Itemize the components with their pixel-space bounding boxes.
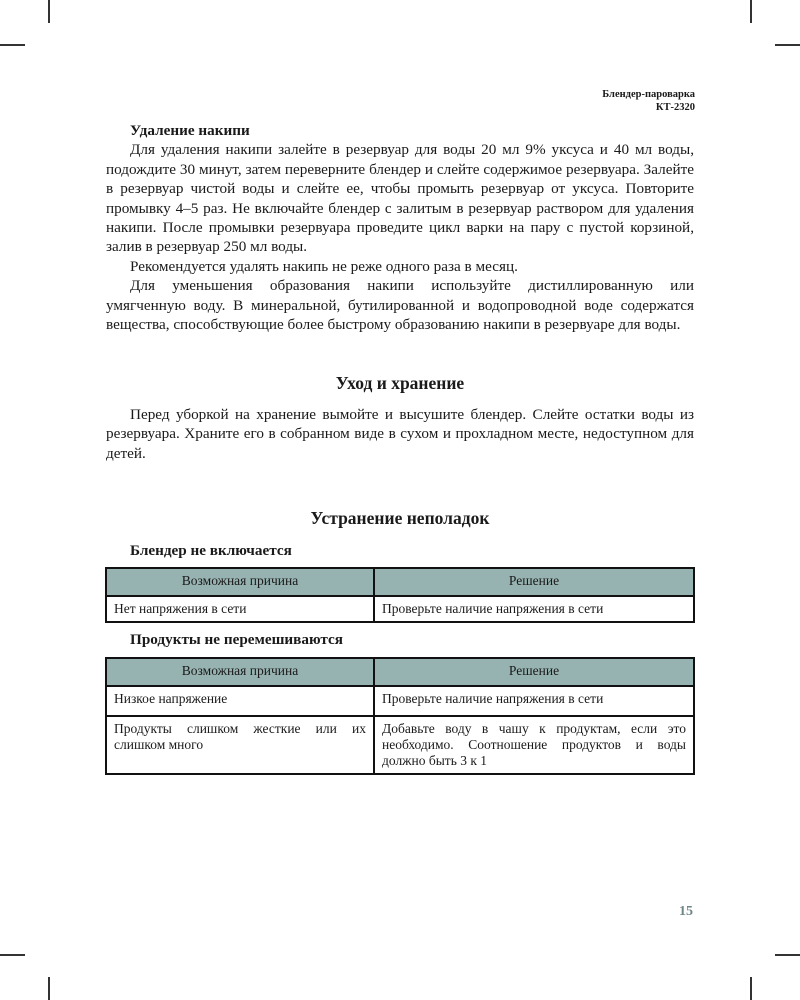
table-header-row bbox=[106, 568, 694, 596]
crop-mark-bottom-left-horizontal bbox=[0, 954, 25, 956]
crop-mark-top-right-horizontal bbox=[775, 44, 800, 46]
crop-mark-bottom-left-vertical bbox=[48, 977, 50, 1000]
table-row bbox=[106, 716, 694, 774]
troubleshooting-title: Устранение неполадок bbox=[310, 508, 490, 528]
table-header-row bbox=[106, 658, 694, 686]
descaling-title: Удаление накипи bbox=[130, 122, 250, 139]
care-paragraph: Перед уборкой на хранение вымойте и высушите блендер. Слейте остатки воды из резервуара. Храните его в собранном виде в сухом и прохладном месте, недоступном для детей. bbox=[106, 406, 694, 462]
solution-cell: Проверьте наличие напряжения в сети bbox=[374, 686, 694, 716]
descaling-paragraph-3: Для уменьшения образования накипи используйте дистиллированную или умягченную воду. В минеральной, бутилированной и водопроводной воде содержатся вещества, способствующие более быстрому образованию накипи в резервуаре для воды. bbox=[106, 277, 694, 334]
crop-mark-top-left-horizontal bbox=[0, 44, 25, 46]
descaling-paragraph-1: Для удаления накипи залейте в резервуар для воды 20 мл 9% уксуса и 40 мл воды, подождите 30 минут, затем переверните блендер и слейте содержимое резервуара. Залейте в резервуар чистой воды и слейте ее, чтобы промыть резервуар от уксуса. Повторите промывку 4–5 раз. Не включайте блендер с залитым в резервуар раствором для удаления накипи. После промывки резервуара проведите цикл варки на пару с пустой корзиной, залив в резервуар 250 мл воды. bbox=[106, 141, 694, 256]
descaling-paragraph-2: Рекомендуется удалять накипь не реже одного раза в месяц. bbox=[130, 257, 518, 275]
column-header-solution: Решение bbox=[374, 568, 694, 596]
solution-cell: Добавьте воду в чашу к продуктам, если это необходимо. Соотношение продуктов и воды должно быть 3 к 1 bbox=[374, 716, 694, 774]
column-header-solution: Решение bbox=[374, 658, 694, 686]
model-number: КТ-2320 bbox=[655, 102, 695, 113]
cause-cell: Нет напряжения в сети bbox=[106, 596, 374, 622]
troubleshooting-table-1 bbox=[105, 567, 695, 623]
column-header-cause: Возможная причина bbox=[106, 568, 374, 596]
descaling-section bbox=[106, 121, 694, 334]
table-1-subtitle: Блендер не включается bbox=[130, 542, 292, 559]
column-header-cause: Возможная причина bbox=[106, 658, 374, 686]
crop-mark-bottom-right-horizontal bbox=[775, 954, 800, 956]
product-name: Блендер-пароварка bbox=[602, 89, 695, 100]
table-row bbox=[106, 596, 694, 622]
crop-mark-top-left-vertical bbox=[48, 0, 50, 23]
care-title: Уход и хранение bbox=[335, 373, 465, 393]
cause-cell: Продукты слишком жесткие или их слишком много bbox=[106, 716, 374, 774]
solution-cell: Проверьте наличие напряжения в сети bbox=[374, 596, 694, 622]
cause-cell: Низкое напряжение bbox=[106, 686, 374, 716]
crop-mark-top-right-vertical bbox=[750, 0, 752, 23]
table-2-subtitle: Продукты не перемешиваются bbox=[130, 631, 343, 648]
crop-mark-bottom-right-vertical bbox=[750, 977, 752, 1000]
care-section bbox=[106, 405, 694, 463]
page-number: 15 bbox=[679, 904, 693, 919]
table-row bbox=[106, 686, 694, 716]
running-header bbox=[602, 88, 695, 114]
troubleshooting-table-2 bbox=[105, 657, 695, 775]
